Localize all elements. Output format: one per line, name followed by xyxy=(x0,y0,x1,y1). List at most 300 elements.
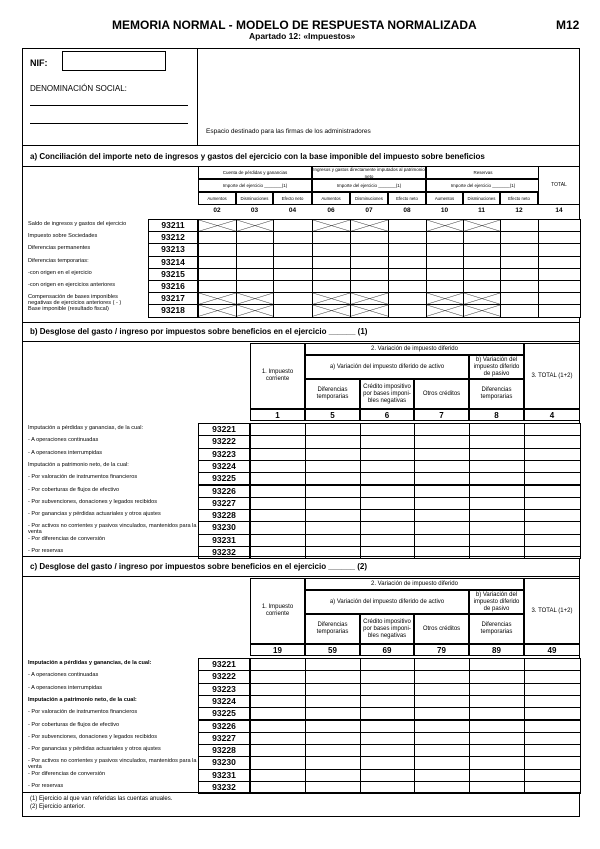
input-cell[interactable] xyxy=(469,521,525,534)
row-label: - A operaciones interrumpidas xyxy=(28,449,103,456)
denominacion-line-1[interactable] xyxy=(30,105,188,106)
section-a-crossed-cell xyxy=(312,292,351,305)
input-cell[interactable] xyxy=(360,695,415,708)
section-a-input-cell[interactable] xyxy=(236,231,274,244)
section-a-row-code: 93217 xyxy=(161,293,185,304)
row-code: 93221 xyxy=(212,424,236,434)
input-cell[interactable] xyxy=(250,423,306,436)
section-a-row-code: 93218 xyxy=(161,305,185,316)
column-number: 1 xyxy=(250,409,305,421)
form-code: M12 xyxy=(556,18,580,32)
section-a-input-cell[interactable] xyxy=(388,268,427,281)
input-cell[interactable] xyxy=(250,534,306,547)
pasivo-header: b) Variación del impuesto diferido de pasivo xyxy=(469,590,524,614)
input-cell[interactable] xyxy=(360,683,415,696)
input-cell[interactable] xyxy=(360,658,415,671)
credito-impositivo-header: Crédito impositivo por bases imponi-bles negativas xyxy=(360,614,414,644)
input-cell[interactable] xyxy=(360,435,415,448)
input-cell[interactable] xyxy=(305,497,361,510)
input-cell[interactable] xyxy=(469,683,525,696)
row-label: Imputación a patrimonio neto, de la cual: xyxy=(28,696,137,703)
input-cell[interactable] xyxy=(524,534,581,547)
section-a-crossed-cell xyxy=(463,304,501,317)
input-cell[interactable] xyxy=(524,435,581,448)
input-cell[interactable] xyxy=(360,497,415,510)
input-cell[interactable] xyxy=(360,509,415,522)
input-cell[interactable] xyxy=(414,497,470,510)
admin-signature-text: Espacio destinado para las firmas de los administradores xyxy=(206,128,371,135)
section-a-sub-2-2: Efecto neto xyxy=(500,192,538,205)
input-cell[interactable] xyxy=(414,695,470,708)
row-label: - Por subvenciones, donaciones y legados recibidos xyxy=(28,498,158,505)
input-cell[interactable] xyxy=(250,472,306,485)
var-diferido-header: 2. Variación de impuesto diferido xyxy=(305,578,524,590)
input-cell[interactable] xyxy=(524,695,581,708)
input-cell[interactable] xyxy=(469,756,525,769)
section-a-row-label: Compensación de bases imponibles negativas de ejercicios anteriores ( - ) xyxy=(28,294,122,307)
input-cell[interactable] xyxy=(305,546,361,559)
section-a-input-cell[interactable] xyxy=(426,256,464,269)
section-a-input-cell[interactable] xyxy=(236,268,274,281)
section-a-importe-1: Importe del ejercicio _______(1) xyxy=(312,179,426,192)
section-a-sub-2-1: Disminuciones xyxy=(463,192,500,205)
input-cell[interactable] xyxy=(414,670,470,683)
section-a-input-cell[interactable] xyxy=(538,243,581,256)
section-b-title: b) Desglose del gasto / ingreso por impuestos sobre beneficios en el ejercicio ______ (1) xyxy=(30,327,368,336)
section-c-title: c) Desglose del gasto / ingreso por impuestos sobre beneficios en el ejercicio ______ (2) xyxy=(30,562,368,571)
section-a-colnum-08: 08 xyxy=(403,207,411,214)
input-cell[interactable] xyxy=(414,521,470,534)
row-label: - Por coberturas de flujos de efectivo xyxy=(28,721,120,728)
column-number: 6 xyxy=(360,409,414,421)
section-a-input-cell[interactable] xyxy=(198,231,237,244)
input-cell[interactable] xyxy=(414,732,470,745)
input-cell[interactable] xyxy=(250,732,306,745)
section-a-row-label: Impuesto sobre Sociedades xyxy=(28,233,98,240)
section-a-input-cell[interactable] xyxy=(350,243,389,256)
form-subtitle: Apartado 12: «Impuestos» xyxy=(249,31,356,41)
row-code: 93225 xyxy=(212,708,236,719)
input-cell[interactable] xyxy=(250,756,306,769)
section-a-input-cell[interactable] xyxy=(463,256,501,269)
section-a-crossed-cell xyxy=(236,292,274,305)
input-cell[interactable] xyxy=(360,546,415,559)
input-cell[interactable] xyxy=(469,670,525,683)
activo-header: a) Variación del impuesto diferido de activo xyxy=(305,355,469,379)
section-a-input-cell[interactable] xyxy=(538,304,581,317)
input-cell[interactable] xyxy=(524,423,581,436)
input-cell[interactable] xyxy=(360,732,415,745)
row-code: 93223 xyxy=(212,683,236,694)
row-label: - A operaciones interrumpidas xyxy=(28,684,103,691)
section-a-input-cell[interactable] xyxy=(388,243,427,256)
section-a-input-cell[interactable] xyxy=(538,256,581,269)
total-header: 3. TOTAL (1+2) xyxy=(524,578,580,644)
input-cell[interactable] xyxy=(414,509,470,522)
input-cell[interactable] xyxy=(250,683,306,696)
input-cell[interactable] xyxy=(360,670,415,683)
section-a-crossed-cell xyxy=(236,304,274,317)
row-label: Imputación a patrimonio neto, de la cual: xyxy=(28,461,129,468)
section-a-colnum-06: 06 xyxy=(327,207,335,214)
section-a-sub-0-0: Aumentos xyxy=(198,192,236,205)
input-cell[interactable] xyxy=(414,720,470,733)
input-cell[interactable] xyxy=(524,658,581,671)
row-label: - Por reservas xyxy=(28,783,64,789)
section-a-input-cell[interactable] xyxy=(273,231,313,244)
section-a-input-cell[interactable] xyxy=(312,268,351,281)
input-cell[interactable] xyxy=(305,509,361,522)
section-a-importe-0: Importe del ejercicio _______(1) xyxy=(198,179,312,192)
input-cell[interactable] xyxy=(250,448,306,461)
input-cell[interactable] xyxy=(305,732,361,745)
input-cell[interactable] xyxy=(524,546,581,559)
input-cell[interactable] xyxy=(360,720,415,733)
section-a-crossed-cell xyxy=(350,292,389,305)
row-code: 93232 xyxy=(212,782,236,792)
dif-temporarias-pasivo-header: Diferencias temporarias xyxy=(469,614,524,644)
row-code: 93227 xyxy=(212,732,236,743)
input-cell[interactable] xyxy=(360,485,415,498)
section-a-input-cell[interactable] xyxy=(500,292,539,305)
section-b-divider xyxy=(22,341,580,342)
input-cell[interactable] xyxy=(414,546,470,559)
total-header: 3. TOTAL (1+2) xyxy=(524,343,580,409)
impuesto-corriente-header: 1. Impuesto corriente xyxy=(250,343,305,409)
section-a-colnum-12: 12 xyxy=(515,207,523,214)
footnote-1: (1) Ejercicio al que van referidas las cuentas anuales. xyxy=(30,796,173,802)
input-cell[interactable] xyxy=(305,435,361,448)
section-a-colnum-14: 14 xyxy=(555,207,563,214)
section-a-input-cell[interactable] xyxy=(388,256,427,269)
dif-temporarias-header: Diferencias temporarias xyxy=(305,379,360,409)
input-cell[interactable] xyxy=(524,472,581,485)
section-a-row-label: Base imponible (resultado fiscal) xyxy=(28,306,109,313)
input-cell[interactable] xyxy=(524,732,581,745)
section-a-code-box xyxy=(148,243,198,256)
row-code: 93222 xyxy=(212,436,236,447)
section-a-input-cell[interactable] xyxy=(198,243,237,256)
section-a-colnum-02: 02 xyxy=(213,207,221,214)
input-cell[interactable] xyxy=(360,744,415,757)
input-cell[interactable] xyxy=(414,658,470,671)
section-b-top-divider xyxy=(22,322,580,323)
input-cell[interactable] xyxy=(360,472,415,485)
section-a-input-cell[interactable] xyxy=(236,256,274,269)
section-c-top-divider xyxy=(22,556,580,557)
input-cell[interactable] xyxy=(360,756,415,769)
input-cell[interactable] xyxy=(469,460,525,473)
section-a-colnum-03: 03 xyxy=(250,207,259,214)
input-cell[interactable] xyxy=(469,534,525,547)
input-cell[interactable] xyxy=(469,485,525,498)
section-a-group-0: Cuenta de pérdidas y ganancias xyxy=(198,166,312,179)
section-a-input-cell[interactable] xyxy=(426,231,464,244)
input-cell[interactable] xyxy=(414,707,470,720)
row-label: - Por ganancias y pérdidas actuariales y otros ajustes xyxy=(28,746,161,753)
section-a-input-cell[interactable] xyxy=(500,256,539,269)
row-label: Imputación a pérdidas y ganancias, de la cual: xyxy=(28,425,144,431)
credito-impositivo-header: Crédito impositivo por bases imponi-bles negativas xyxy=(360,379,414,409)
row-label: - Por reservas xyxy=(28,548,64,554)
section-a-input-cell[interactable] xyxy=(273,304,313,317)
row-label: - Por coberturas de flujos de efectivo xyxy=(28,486,120,493)
input-cell[interactable] xyxy=(469,695,525,708)
section-a-input-cell[interactable] xyxy=(463,268,501,281)
section-a-row-label: -con origen en ejercicios anteriores xyxy=(28,282,116,288)
section-a-row-code: 93214 xyxy=(161,256,185,267)
input-cell[interactable] xyxy=(524,521,581,534)
section-a-input-cell[interactable] xyxy=(538,268,581,281)
section-a-total-header: TOTAL xyxy=(538,166,580,205)
var-diferido-header: 2. Variación de impuesto diferido xyxy=(305,343,524,355)
section-a-crossed-cell xyxy=(426,304,464,317)
column-number: 4 xyxy=(524,409,580,421)
row-code: 93223 xyxy=(212,448,236,459)
row-code: 93222 xyxy=(212,671,236,682)
row-label: - Por valoración de instrumentos financieros xyxy=(28,709,138,716)
section-a-colnum-10: 10 xyxy=(440,207,449,214)
input-cell[interactable] xyxy=(250,707,306,720)
row-label: - A operaciones continuadas xyxy=(28,437,99,444)
input-cell[interactable] xyxy=(524,744,581,757)
input-cell[interactable] xyxy=(469,423,525,436)
input-cell[interactable] xyxy=(305,670,361,683)
section-a-row-code: 93216 xyxy=(161,281,185,291)
input-cell[interactable] xyxy=(305,521,361,534)
input-cell[interactable] xyxy=(360,448,415,461)
row-code: 93228 xyxy=(212,745,236,756)
column-number: 5 xyxy=(305,409,360,421)
section-a-input-cell[interactable] xyxy=(312,256,351,269)
input-cell[interactable] xyxy=(524,720,581,733)
section-a-title: a) Conciliación del importe neto de ingresos y gastos del ejercicio con la base imponible del impuesto sobre beneficios xyxy=(30,152,485,161)
identification-left xyxy=(22,48,198,145)
section-a-colnum-04: 04 xyxy=(288,207,297,214)
row-code: 93224 xyxy=(212,460,236,471)
input-cell[interactable] xyxy=(360,769,415,782)
input-cell[interactable] xyxy=(414,485,470,498)
input-cell[interactable] xyxy=(469,744,525,757)
row-code: 93225 xyxy=(212,473,236,484)
section-a-input-cell[interactable] xyxy=(388,304,427,317)
section-a-row-code: 93213 xyxy=(161,244,185,255)
section-a-input-cell[interactable] xyxy=(463,231,501,244)
input-cell[interactable] xyxy=(305,769,361,782)
section-a-input-cell[interactable] xyxy=(312,243,351,256)
input-cell[interactable] xyxy=(250,521,306,534)
section-a-input-cell[interactable] xyxy=(426,243,464,256)
input-cell[interactable] xyxy=(414,744,470,757)
input-cell[interactable] xyxy=(305,744,361,757)
input-cell[interactable] xyxy=(414,472,470,485)
section-a-crossed-cell xyxy=(198,304,237,317)
input-cell[interactable] xyxy=(524,769,581,782)
section-a-row-label: -con origen en el ejercicio xyxy=(28,269,92,276)
row-code: 93231 xyxy=(212,769,236,780)
input-cell[interactable] xyxy=(414,769,470,782)
section-a-crossed-cell xyxy=(463,292,501,305)
section-a-row-code: 93212 xyxy=(161,232,185,243)
row-code: 93224 xyxy=(212,695,236,706)
input-cell[interactable] xyxy=(250,497,306,510)
column-number: 19 xyxy=(250,644,305,656)
input-cell[interactable] xyxy=(524,707,581,720)
identification-box xyxy=(22,48,580,146)
section-a-input-cell[interactable] xyxy=(273,268,313,281)
input-cell[interactable] xyxy=(524,485,581,498)
denominacion-line-2[interactable] xyxy=(30,123,188,124)
nif-input[interactable] xyxy=(62,51,166,71)
section-a-input-cell[interactable] xyxy=(350,231,389,244)
section-a-colnum-11: 11 xyxy=(478,207,485,214)
column-number: 69 xyxy=(360,644,414,656)
input-cell[interactable] xyxy=(305,756,361,769)
input-cell[interactable] xyxy=(414,423,470,436)
column-number: 79 xyxy=(414,644,469,656)
input-cell[interactable] xyxy=(305,485,361,498)
input-cell[interactable] xyxy=(469,658,525,671)
input-cell[interactable] xyxy=(524,509,581,522)
input-cell[interactable] xyxy=(250,658,306,671)
input-cell[interactable] xyxy=(250,435,306,448)
input-cell[interactable] xyxy=(469,448,525,461)
input-cell[interactable] xyxy=(360,534,415,547)
section-a-input-cell[interactable] xyxy=(538,231,581,244)
input-cell[interactable] xyxy=(469,546,525,559)
section-a-group-2: Reservas xyxy=(426,166,540,179)
section-a-sub-2-0: Aumentos xyxy=(426,192,463,205)
row-code: 93231 xyxy=(212,534,236,545)
input-cell[interactable] xyxy=(305,534,361,547)
input-cell[interactable] xyxy=(469,707,525,720)
input-cell[interactable] xyxy=(305,707,361,720)
section-a-input-cell[interactable] xyxy=(500,268,539,281)
row-code: 93230 xyxy=(212,522,236,533)
row-label: - Por subvenciones, donaciones y legados recibidos xyxy=(28,733,158,740)
input-cell[interactable] xyxy=(469,509,525,522)
input-cell[interactable] xyxy=(250,670,306,683)
section-a-input-cell[interactable] xyxy=(426,268,464,281)
row-code: 93232 xyxy=(212,547,236,557)
input-cell[interactable] xyxy=(250,460,306,473)
input-cell[interactable] xyxy=(414,683,470,696)
section-a-input-cell[interactable] xyxy=(273,256,313,269)
input-cell[interactable] xyxy=(305,695,361,708)
input-cell[interactable] xyxy=(250,720,306,733)
section-a-input-cell[interactable] xyxy=(198,268,237,281)
section-a-code-box xyxy=(148,231,198,244)
input-cell[interactable] xyxy=(305,423,361,436)
section-a-importe-2: Importe del ejercicio _______(1) xyxy=(426,179,540,192)
section-a-code-box xyxy=(148,268,198,281)
input-cell[interactable] xyxy=(469,497,525,510)
input-cell[interactable] xyxy=(469,720,525,733)
input-cell[interactable] xyxy=(414,435,470,448)
section-a-input-cell[interactable] xyxy=(500,243,539,256)
section-a-row-code: 93211 xyxy=(161,220,185,230)
input-cell[interactable] xyxy=(414,460,470,473)
input-cell[interactable] xyxy=(360,423,415,436)
input-cell[interactable] xyxy=(524,756,581,769)
input-cell[interactable] xyxy=(524,683,581,696)
section-a-input-cell[interactable] xyxy=(198,256,237,269)
section-a-row-label: Saldo de ingresos y gastos del ejercicio xyxy=(28,221,127,227)
section-a-code-box xyxy=(148,304,198,317)
input-cell[interactable] xyxy=(360,707,415,720)
section-a-row-label: Diferencias permanentes xyxy=(28,245,91,252)
input-cell[interactable] xyxy=(414,448,470,461)
column-number: 8 xyxy=(469,409,524,421)
input-cell[interactable] xyxy=(250,744,306,757)
input-cell[interactable] xyxy=(305,448,361,461)
nif-label: NIF: xyxy=(30,58,48,68)
impuesto-corriente-header: 1. Impuesto corriente xyxy=(250,578,305,644)
input-cell[interactable] xyxy=(360,460,415,473)
row-label: - Por ganancias y pérdidas actuariales y otros ajustes xyxy=(28,511,161,518)
input-cell[interactable] xyxy=(250,546,306,559)
input-cell[interactable] xyxy=(469,769,525,782)
otros-creditos-header: Otros créditos xyxy=(414,379,469,409)
input-cell[interactable] xyxy=(524,460,581,473)
input-cell[interactable] xyxy=(305,460,361,473)
section-a-input-cell[interactable] xyxy=(312,231,351,244)
section-a-sub-1-2: Efecto neto xyxy=(388,192,426,205)
denominacion-label: DENOMINACIÓN SOCIAL: xyxy=(30,84,127,93)
section-a-input-cell[interactable] xyxy=(463,243,501,256)
section-a-input-cell[interactable] xyxy=(500,304,539,317)
section-a-sub-0-1: Disminuciones xyxy=(236,192,273,205)
input-cell[interactable] xyxy=(414,756,470,769)
section-a-input-cell[interactable] xyxy=(388,231,427,244)
input-cell[interactable] xyxy=(360,521,415,534)
input-cell[interactable] xyxy=(305,658,361,671)
row-code: 93227 xyxy=(212,497,236,508)
section-a-input-cell[interactable] xyxy=(273,292,313,305)
pasivo-header: b) Variación del impuesto diferido de pasivo xyxy=(469,355,524,379)
section-a-input-cell[interactable] xyxy=(500,231,539,244)
input-cell[interactable] xyxy=(250,769,306,782)
input-cell[interactable] xyxy=(469,435,525,448)
section-a-code-box xyxy=(148,292,198,305)
section-a-input-cell[interactable] xyxy=(236,243,274,256)
input-cell[interactable] xyxy=(524,670,581,683)
section-a-input-cell[interactable] xyxy=(388,292,427,305)
input-cell[interactable] xyxy=(524,448,581,461)
section-a-input-cell[interactable] xyxy=(538,292,581,305)
section-a-row-label: Diferencias temporarias: xyxy=(28,257,89,264)
section-a-crossed-cell xyxy=(312,304,351,317)
input-cell[interactable] xyxy=(305,472,361,485)
input-cell[interactable] xyxy=(305,683,361,696)
section-a-input-cell[interactable] xyxy=(273,243,313,256)
input-cell[interactable] xyxy=(250,695,306,708)
input-cell[interactable] xyxy=(524,497,581,510)
input-cell[interactable] xyxy=(250,509,306,522)
input-cell[interactable] xyxy=(469,472,525,485)
row-code: 93228 xyxy=(212,510,236,521)
input-cell[interactable] xyxy=(469,732,525,745)
section-a-row-code: 93215 xyxy=(161,268,185,279)
input-cell[interactable] xyxy=(305,720,361,733)
section-a-input-cell[interactable] xyxy=(350,268,389,281)
input-cell[interactable] xyxy=(250,485,306,498)
dif-temporarias-pasivo-header: Diferencias temporarias xyxy=(469,379,524,409)
input-cell[interactable] xyxy=(414,534,470,547)
section-a-input-cell[interactable] xyxy=(350,256,389,269)
row-label: - Por activos no corrientes y pasivos vinculados, mantenidos para la venta xyxy=(28,523,197,536)
section-a-sub-0-2: Efecto neto xyxy=(273,192,312,205)
